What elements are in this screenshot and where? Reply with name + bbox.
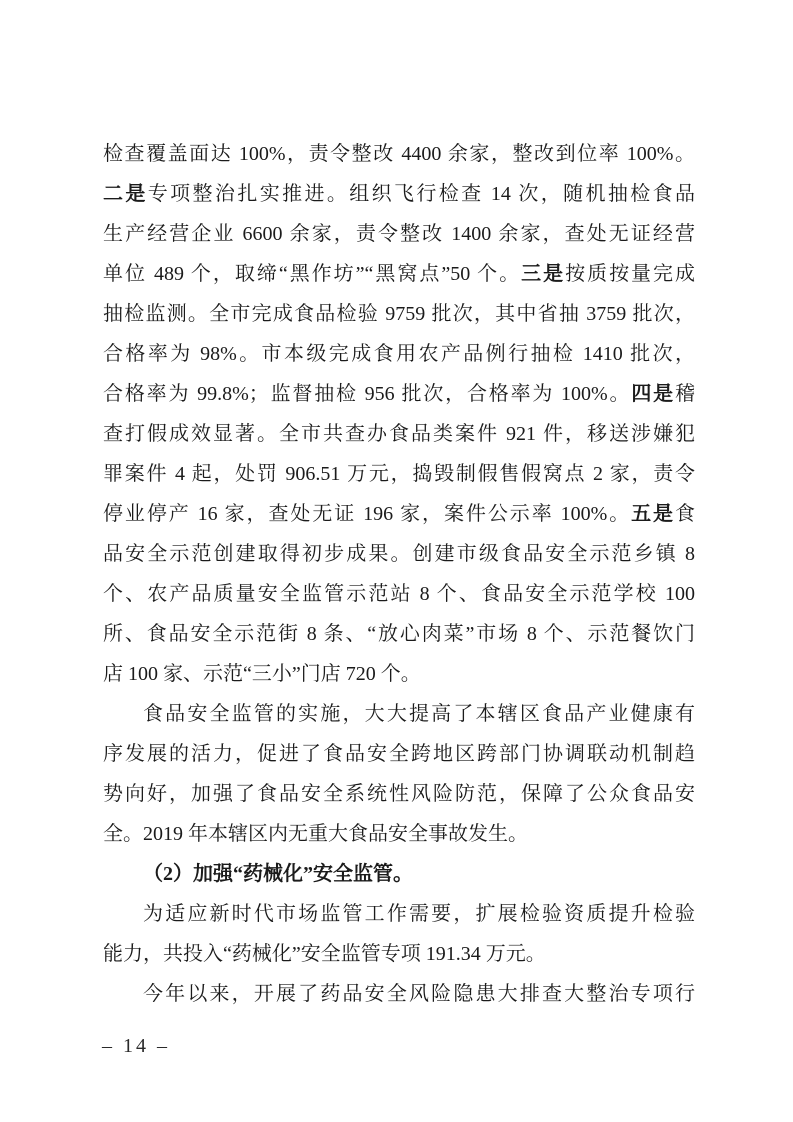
text-line	[103, 934, 695, 974]
body-text: 势向好，加强了食品安全系统性风险防范，保障了公众食品安	[103, 783, 695, 805]
body-text: 所、食品安全示范街 8 条、“放心肉菜”市场 8 个、示范餐饮门	[103, 623, 695, 645]
body-text: 为适应新时代市场监管工作需要，扩展检验资质提升检验	[143, 903, 695, 925]
text-line	[103, 334, 695, 374]
text-line	[103, 814, 695, 854]
page-number: – 14 –	[102, 1035, 170, 1057]
body-text: 罪案件 4 起，处罚 906.51 万元，捣毁制假售假窝点 2 家，责令	[103, 463, 695, 485]
body-text: 个、农产品质量安全监管示范站 8 个、食品安全示范学校 100	[103, 583, 695, 605]
text-line	[103, 614, 695, 654]
body-text: 食	[675, 503, 695, 525]
text-line	[103, 574, 695, 614]
body-text: 品安全示范创建取得初步成果。创建市级食品安全示范乡镇 8	[103, 543, 695, 565]
text-line	[103, 854, 695, 894]
text-line	[103, 454, 695, 494]
text-line	[103, 174, 695, 214]
emphasis-text: （2）加强“药械化”安全监管。	[143, 863, 413, 885]
text-line	[103, 374, 695, 414]
body-text: 序发展的活力，促进了食品安全跨地区跨部门协调联动机制趋	[103, 743, 695, 765]
body-text: 专项整治扎实推进。组织飞行检查 14 次，随机抽检食品	[147, 183, 695, 205]
text-line	[103, 894, 695, 934]
body-text: 抽检监测。全市完成食品检验 9759 批次，其中省抽 3759 批次，	[103, 303, 695, 325]
body-text: 店 100 家、示范“三小”门店 720 个。	[103, 663, 421, 685]
body-text: 停业停产 16 家，查处无证 196 家，案件公示率 100%。	[103, 503, 632, 525]
text-line	[103, 654, 695, 694]
body-text: 能力，共投入“药械化”安全监管专项 191.34 万元。	[103, 943, 546, 965]
body-text: 按质按量完成	[565, 263, 695, 285]
text-line	[103, 734, 695, 774]
text-line	[103, 534, 695, 574]
text-line	[103, 294, 695, 334]
text-line	[103, 494, 695, 534]
emphasis-text: 四是	[631, 383, 675, 405]
text-line	[103, 254, 695, 294]
text-line	[103, 774, 695, 814]
emphasis-text: 三是	[521, 263, 566, 285]
text-line	[103, 414, 695, 454]
emphasis-text: 五是	[631, 503, 675, 525]
body-text: 今年以来，开展了药品安全风险隐患大排查大整治专项行	[143, 983, 695, 1005]
emphasis-text: 二是	[103, 183, 148, 205]
body-text: 合格率为 98%。市本级完成食用农产品例行抽检 1410 批次，	[103, 343, 695, 365]
text-line	[103, 974, 695, 1014]
body-text: 全。2019 年本辖区内无重大食品安全事故发生。	[103, 823, 528, 845]
body-text: 稽	[675, 383, 695, 405]
body-text: 合格率为 99.8%；监督抽检 956 批次，合格率为 100%。	[103, 383, 632, 405]
body-text: 食品安全监管的实施，大大提高了本辖区食品产业健康有	[143, 703, 695, 725]
text-line	[103, 694, 695, 734]
text-line	[103, 214, 695, 254]
body-text: 单位 489 个，取缔“黑作坊”“黑窝点”50 个。	[103, 263, 522, 285]
body-text-block	[103, 134, 695, 1014]
body-text: 检查覆盖面达 100%，责令整改 4400 余家，整改到位率 100%。	[103, 143, 695, 165]
text-line	[103, 134, 695, 174]
body-text: 查打假成效显著。全市共查办食品类案件 921 件，移送涉嫌犯	[103, 423, 695, 445]
body-text: 生产经营企业 6600 余家，责令整改 1400 余家，查处无证经营	[103, 223, 695, 245]
